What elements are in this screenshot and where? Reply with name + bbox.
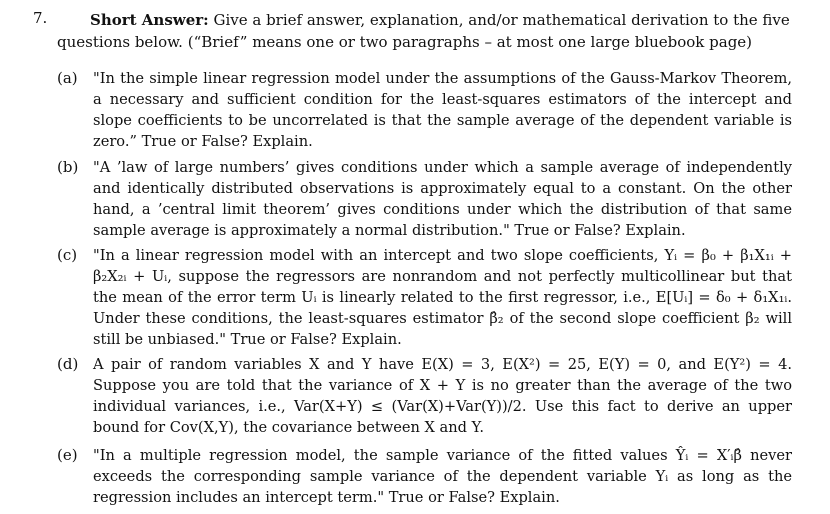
part-b-text: "A ’law of large numbers’ gives conditions under which a sample average of independently and identically distributed observations is approximately equal to a constant. On the other hand, a ’central limit theorem’ gives conditions under which the distribution of that same sample average is approximately a normal distribution." True or False? Explain.	[93, 159, 792, 239]
part-c	[57, 245, 792, 350]
part-d-label: (d)	[57, 355, 79, 373]
part-b	[57, 157, 792, 241]
part-c-label: (c)	[57, 246, 78, 264]
part-c-text: "In a linear regression model with an intercept and two slope coefficients, Yᵢ = β₀ + β₁X₁ᵢ + β₂X₂ᵢ + Uᵢ, suppose the regressors are nonrandom and not perfectly multicollinear but that the mean of the error term Uᵢ is linearly related to the first regressor, i.e., E[Uᵢ] = δ₀ + δ₁X₁ᵢ. Under these conditions, the least-squares estimator β̂₂ of the second slope coefficient β₂ will still be unbiased." True or False? Explain.	[93, 247, 792, 348]
part-b-label: (b)	[57, 158, 79, 176]
part-e-text: "In a multiple regression model, the sample variance of the fitted values Ŷᵢ = X′ᵢβ̂ never exceeds the corresponding sample variance of the dependent variable Yᵢ as long as the regression includes an intercept term." True or False? Explain.	[93, 447, 792, 506]
question-intro: Give a brief answer, explanation, and/or mathematical derivation to the five questions below. (“Brief” means one or two paragraphs – at most one large bluebook page)	[57, 11, 790, 51]
part-a-label: (a)	[57, 69, 78, 87]
question-title: Short Answer:	[90, 11, 209, 29]
question-header	[57, 9, 797, 53]
part-e	[57, 445, 792, 508]
part-a-text: "In the simple linear regression model under the assumptions of the Gauss-Markov Theorem, a necessary and sufficient condition for the least-squares estimators of the intercept and slope coefficients to be uncorrelated is that the sample average of the dependent variable is zero.” True or False? Explain.	[93, 70, 792, 150]
part-d-text: A pair of random variables X and Y have E(X) = 3, E(X²) = 25, E(Y) = 0, and E(Y²) = 4. Suppose you are told that the variance of X + Y is no greater than the average of the two individual variances, i.e., Var(X+Y) ≤ (Var(X)+Var(Y))/2. Use this fact to derive an upper bound for Cov(X,Y), the covariance between X and Y.	[93, 356, 792, 436]
part-d	[57, 354, 792, 438]
part-a	[57, 68, 792, 152]
question-number: 7.	[33, 9, 48, 27]
part-e-label: (e)	[57, 446, 78, 464]
